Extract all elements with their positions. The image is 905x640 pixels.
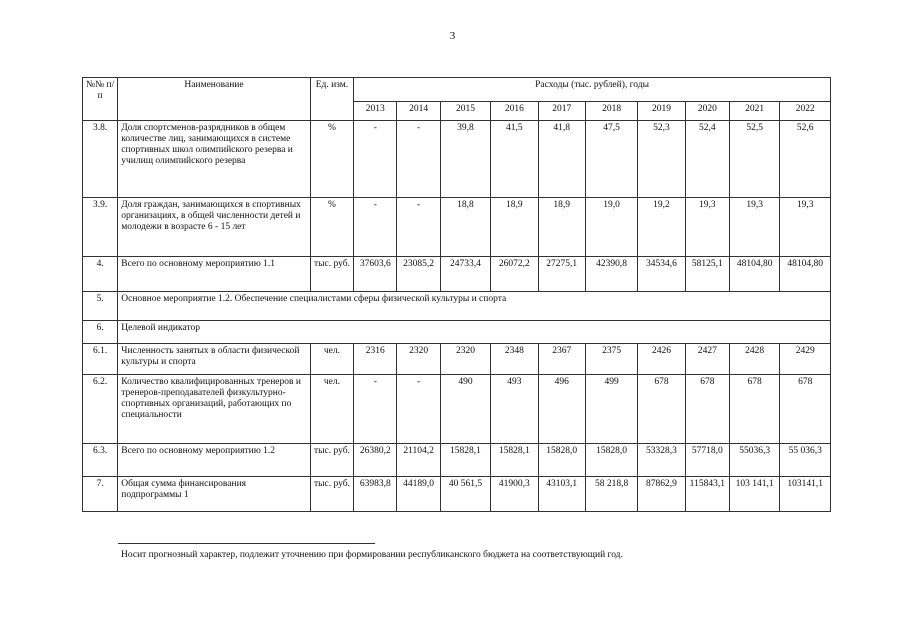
row-value: 2429	[780, 344, 831, 375]
row-value: -	[397, 198, 440, 257]
header-year: 2018	[585, 102, 637, 121]
row-value: -	[397, 121, 440, 198]
row-value: 26380,2	[354, 444, 397, 477]
row-value: 15828,0	[538, 444, 585, 477]
row-value: 19,3	[729, 198, 779, 257]
row-value: 39,8	[440, 121, 490, 198]
section-title: Основное мероприятие 1.2. Обеспечение специалистами сферы физической культуры и спорта	[118, 292, 831, 321]
row-value: 15828,0	[585, 444, 637, 477]
row-value: 2428	[729, 344, 779, 375]
row-value: -	[397, 375, 440, 444]
row-value: 24733,4	[440, 257, 490, 292]
row-unit: тыс. руб.	[310, 477, 353, 512]
row-value: 499	[585, 375, 637, 444]
row-value: 48104,80	[729, 257, 779, 292]
row-value: 34534,6	[638, 257, 685, 292]
row-number: 6.1.	[83, 344, 118, 375]
page-number: 3	[449, 30, 456, 42]
row-number: 6.	[83, 321, 118, 344]
row-value: 18,9	[491, 198, 538, 257]
table-row	[83, 257, 831, 292]
row-value: 40 561,5	[440, 477, 490, 512]
header-row	[83, 78, 831, 102]
row-value: 52,3	[638, 121, 685, 198]
row-value: 19,3	[780, 198, 831, 257]
table-row	[83, 344, 831, 375]
row-value: 15828,1	[440, 444, 490, 477]
row-value: 678	[729, 375, 779, 444]
row-value: 18,8	[440, 198, 490, 257]
row-value: 63983,8	[354, 477, 397, 512]
row-value: 41900,3	[491, 477, 538, 512]
row-unit: %	[310, 198, 353, 257]
row-value: -	[354, 198, 397, 257]
row-value: 52,5	[729, 121, 779, 198]
row-value: 2348	[491, 344, 538, 375]
row-unit: тыс. руб.	[310, 257, 353, 292]
row-value: 2320	[397, 344, 440, 375]
table-row	[83, 292, 831, 321]
row-value: 27275,1	[538, 257, 585, 292]
row-value: 23085,2	[397, 257, 440, 292]
row-value: 490	[440, 375, 490, 444]
header-year: 2021	[729, 102, 779, 121]
row-value: 18,9	[538, 198, 585, 257]
row-value: 52,6	[780, 121, 831, 198]
row-name: Всего по основному мероприятию 1.1	[118, 257, 311, 292]
row-unit: тыс. руб.	[310, 444, 353, 477]
row-value: 41,8	[538, 121, 585, 198]
row-value: 26072,2	[491, 257, 538, 292]
row-value: 2367	[538, 344, 585, 375]
row-value: -	[354, 121, 397, 198]
row-value: 19,2	[638, 198, 685, 257]
footnote: Носит прогнозный характер, подлежит уточнению при формировании республиканского бюджета на соответствующий год.	[121, 550, 623, 560]
table-row	[83, 121, 831, 198]
header-year: 2016	[491, 102, 538, 121]
row-name: Общая сумма финансирования подпрограммы 1	[118, 477, 311, 512]
row-name: Численность занятых в области физической культуры и спорта	[118, 344, 311, 375]
row-number: 4.	[83, 257, 118, 292]
row-value: 2426	[638, 344, 685, 375]
header-year: 2015	[440, 102, 490, 121]
row-value: 52,4	[685, 121, 729, 198]
table-row	[83, 477, 831, 512]
section-title: Целевой индикатор	[118, 321, 831, 344]
row-name: Количество квалифицированных тренеров и тренеров-преподавателей физкультурно-спортивных организаций, работающих по специальности	[118, 375, 311, 444]
header-year: 2017	[538, 102, 585, 121]
row-value: 53328,3	[638, 444, 685, 477]
row-value: 678	[780, 375, 831, 444]
row-value: 55 036,3	[780, 444, 831, 477]
header-year: 2019	[638, 102, 685, 121]
header-year: 2013	[354, 102, 397, 121]
row-value: 55036,3	[729, 444, 779, 477]
row-number: 3.8.	[83, 121, 118, 198]
row-value: 493	[491, 375, 538, 444]
row-unit: чел.	[310, 375, 353, 444]
row-number: 3.9.	[83, 198, 118, 257]
row-value: 44189,0	[397, 477, 440, 512]
footnote-divider	[118, 543, 375, 544]
table-row	[83, 444, 831, 477]
row-value: 37603,6	[354, 257, 397, 292]
row-value: 19,3	[685, 198, 729, 257]
header-year: 2014	[397, 102, 440, 121]
header-unit: Ед. изм.	[310, 78, 353, 121]
row-value: 678	[638, 375, 685, 444]
row-value: -	[354, 375, 397, 444]
row-value: 103 141,1	[729, 477, 779, 512]
table-row	[83, 375, 831, 444]
row-value: 43103,1	[538, 477, 585, 512]
row-value: 58125,1	[685, 257, 729, 292]
row-value: 496	[538, 375, 585, 444]
row-value: 678	[685, 375, 729, 444]
row-value: 103141,1	[780, 477, 831, 512]
row-value: 115843,1	[685, 477, 729, 512]
row-value: 19,0	[585, 198, 637, 257]
row-name: Всего по основному мероприятию 1.2	[118, 444, 311, 477]
table-row	[83, 321, 831, 344]
row-unit: %	[310, 121, 353, 198]
row-value: 47,5	[585, 121, 637, 198]
row-value: 2427	[685, 344, 729, 375]
row-name: Доля граждан, занимающихся в спортивных организациях, в общей численности детей и молодежи в возрасте 6 - 15 лет	[118, 198, 311, 257]
row-value: 41,5	[491, 121, 538, 198]
row-number: 6.3.	[83, 444, 118, 477]
row-number: 7.	[83, 477, 118, 512]
table-row	[83, 198, 831, 257]
row-value: 42390,8	[585, 257, 637, 292]
row-value: 15828,1	[491, 444, 538, 477]
budget-table	[82, 77, 831, 512]
row-value: 2316	[354, 344, 397, 375]
row-value: 87862,9	[638, 477, 685, 512]
header-num: №№ п/п	[83, 78, 118, 121]
row-value: 2375	[585, 344, 637, 375]
header-year: 2020	[685, 102, 729, 121]
row-value: 57718,0	[685, 444, 729, 477]
row-value: 21104,2	[397, 444, 440, 477]
header-expenses: Расходы (тыс. рублей), годы	[354, 78, 831, 102]
row-name: Доля спортсменов-разрядников в общем количестве лиц, занимающихся в системе спортивных школ олимпийского резерва и училищ олимпийского резерва	[118, 121, 311, 198]
row-unit: чел.	[310, 344, 353, 375]
header-year: 2022	[780, 102, 831, 121]
row-value: 48104,80	[780, 257, 831, 292]
row-value: 58 218,8	[585, 477, 637, 512]
header-name: Наименование	[118, 78, 311, 121]
row-number: 6.2.	[83, 375, 118, 444]
row-number: 5.	[83, 292, 118, 321]
row-value: 2320	[440, 344, 490, 375]
